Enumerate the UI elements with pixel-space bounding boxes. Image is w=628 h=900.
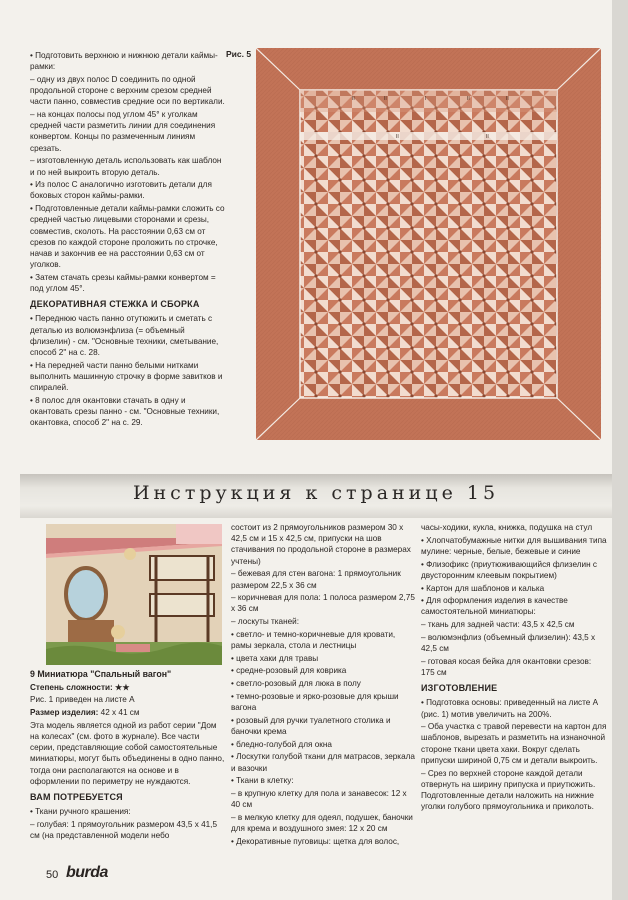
page-number: 50 bbox=[46, 869, 59, 881]
row-mark: II bbox=[486, 134, 489, 140]
middle-column bbox=[231, 522, 415, 848]
quilt-diagram bbox=[256, 48, 601, 440]
text-line: • бледно-голубой для окна bbox=[231, 739, 332, 749]
size-value: 42 x 41 см bbox=[100, 708, 140, 718]
text-line: • средне-розовый для коврика bbox=[231, 666, 347, 676]
description: Эта модель является одной из работ серии "Дом на колесах" (см. фото в журнале). Все части серии, представляющие собой самостоятельные миниатюры, могут быть объединены в одно панно, тогда они располагаются на основе и в оформлении по периметру не нуждаются. bbox=[30, 720, 225, 786]
text-line: – волюмэнфлиз (объемный флизелин): 43,5 х 42,5 см bbox=[421, 632, 596, 654]
text-line: • темно-розовые и ярко-розовые для крыши вагона bbox=[231, 691, 399, 713]
paragraph: • Подготовленные детали каймы-рамки сложить со средней частью лицевыми сторонами и срезы, совместив, сколоть. На расстоянии 0,63 см от срезов по каждой стороне проложить по строчке, начав и закончив ее на расстоянии 0,63 см от уголков. bbox=[30, 203, 226, 270]
text-line: часы-ходики, кукла, книжка, подушка на стул bbox=[421, 523, 593, 532]
right-column bbox=[421, 522, 607, 814]
row-mark: II bbox=[352, 96, 355, 102]
section-banner bbox=[20, 474, 612, 518]
size-label: Размер изделия: bbox=[30, 708, 99, 718]
figure-label: Рис. 5 bbox=[226, 49, 252, 59]
left-column bbox=[30, 50, 226, 430]
paragraph: • Затем стачать срезы каймы-рамки конвертом = под углом 45°. bbox=[30, 272, 226, 294]
brand-logo: burda bbox=[66, 864, 108, 881]
row-mark: II bbox=[506, 96, 509, 102]
text-line: • цвета хаки для травы bbox=[231, 653, 319, 663]
paragraph: – одну из двух полос D соединить по одной продольной стороне с верхним срезом средней части панно, совместив средние оси по вертикали. bbox=[30, 74, 225, 107]
paragraph: – на концах полосы под углом 45° к уголкам средней части разметить линии для соединения конвертом. Концы по размеченным линиям срезать. bbox=[30, 110, 216, 153]
text-line: – лоскуты тканей: bbox=[231, 617, 300, 627]
text-line: • Ткани в клетку: bbox=[231, 776, 294, 786]
miniature-photo bbox=[46, 524, 222, 665]
text-line: • Картон для шаблонов и калька bbox=[421, 583, 545, 593]
paragraph: • Подготовить верхнюю и нижнюю детали каймы-рамки: bbox=[30, 50, 226, 72]
difficulty-stars: ★★ bbox=[115, 682, 130, 692]
text-line: – Оба участка с травой перевести на картон для шаблонов, вырезать и разметить на изнаночной стороне ткани цвета хаки. Вокруг сделать припуски шириной 0,75 см и детали выкроить. bbox=[421, 722, 607, 765]
row-mark: II bbox=[396, 134, 399, 140]
paragraph: – изготовленную деталь использовать как шаблон и по ней выкроить вторую деталь. bbox=[30, 156, 222, 177]
materials-first: – голубая: 1 прямоугольник размером 43,5 х 41,5 см (на представленной модели небо bbox=[30, 819, 217, 841]
text-line: • розовый для ручки туалетного столика и баночки крема bbox=[231, 715, 391, 736]
section-heading: ДЕКОРАТИВНАЯ СТЕЖКА И СБОРКА bbox=[30, 299, 200, 310]
row-mark: II bbox=[467, 96, 470, 102]
text-line: • светло- и темно-коричневые для кровати, рамы зеркала, стола и лестницы bbox=[231, 629, 396, 651]
materials-intro: • Ткани ручного крашения: bbox=[30, 806, 226, 817]
paragraph: • Из полос С аналогично изготовить детали для боковых сторон каймы-рамки. bbox=[30, 179, 226, 201]
item-title: 9 Миниатюра "Спальный вагон" bbox=[30, 669, 172, 679]
text-line: – в мелкую клетку для одеял, подушек, баночки для крема и воздушного змея: 12 х 20 см bbox=[231, 812, 413, 834]
miniature-info bbox=[30, 669, 226, 843]
section-heading: ИЗГОТОВЛЕНИЕ bbox=[421, 683, 498, 694]
text-line: • светло-розовый для люка в полу bbox=[231, 679, 361, 689]
difficulty-label: Степень сложности: bbox=[30, 682, 113, 692]
text-line: – готовая косая бейка для окантовки срезов: 175 см bbox=[421, 656, 592, 677]
text-line: • Для оформления изделия в качестве самостоятельной миниатюры: bbox=[421, 596, 568, 617]
row-mark: II bbox=[384, 96, 387, 102]
text-line: – коричневая для пола: 1 полоса размером 2,75 х 36 см bbox=[231, 593, 415, 614]
text-line: • Декоративные пуговицы: щетка для волос, bbox=[231, 836, 400, 846]
text-line: – Срез по верхней стороне каждой детали отвернуть на ширину припуска и приутюжить. Подготовленные детали наложить на нижние уголки голубого прямоугольника и приколоть. bbox=[421, 768, 596, 812]
banner-title: Инструкция к странице 15 bbox=[132, 482, 500, 504]
paragraph: • Переднюю часть панно отутюжить и сметать с деталью из волюмэнфлиза (= объемный флизелин) - см. "Основные техники, сметывание, способ 2" на с. 28. bbox=[30, 313, 226, 358]
text-line: – бежевая для стен вагона: 1 прямоугольник размером 22,5 х 36 см bbox=[231, 569, 401, 590]
text-line: – ткань для задней части: 43,5 х 42,5 см bbox=[421, 620, 575, 630]
pattern-note: Рис. 1 приведен на листе А bbox=[30, 695, 135, 705]
text-line: – в крупную клетку для пола и занавесок: 12 х 40 см bbox=[231, 788, 407, 810]
paragraph: • На передней части панно белыми нитками выполнить машинную строчку в форме завитков и спиралей. bbox=[30, 360, 226, 394]
text-line: состоит из 2 прямоугольников размером 30 х 42,5 см и 15 х 42,5 см, припуски на шов стачивания по продольной стороне в размерах учтены) bbox=[231, 523, 411, 566]
text-line: • Флизофикс (приутюживающийся флизелин с двусторонним клеевым покрытием) bbox=[421, 559, 597, 580]
text-line: • Лоскутки голубой ткани для матрасов, зеркала и вазочки bbox=[231, 752, 415, 773]
text-line: • Хлопчатобумажные нитки для вышивания типа мулине: черные, белые, бежевые и синие bbox=[421, 535, 607, 556]
text-line: • Подготовка основы: приведенный на листе А (рис. 1) мотив увеличить на 200%. bbox=[421, 698, 599, 719]
materials-heading: ВАМ ПОТРЕБУЕТСЯ bbox=[30, 792, 123, 803]
paragraph: • 8 полос для окантовки стачать в одну и окантовать срезы панно - см. "Основные техники, окантовка, способ 2" на с. 29. bbox=[30, 395, 226, 429]
row-mark: I bbox=[425, 96, 427, 102]
page-edge-strip bbox=[612, 0, 628, 900]
